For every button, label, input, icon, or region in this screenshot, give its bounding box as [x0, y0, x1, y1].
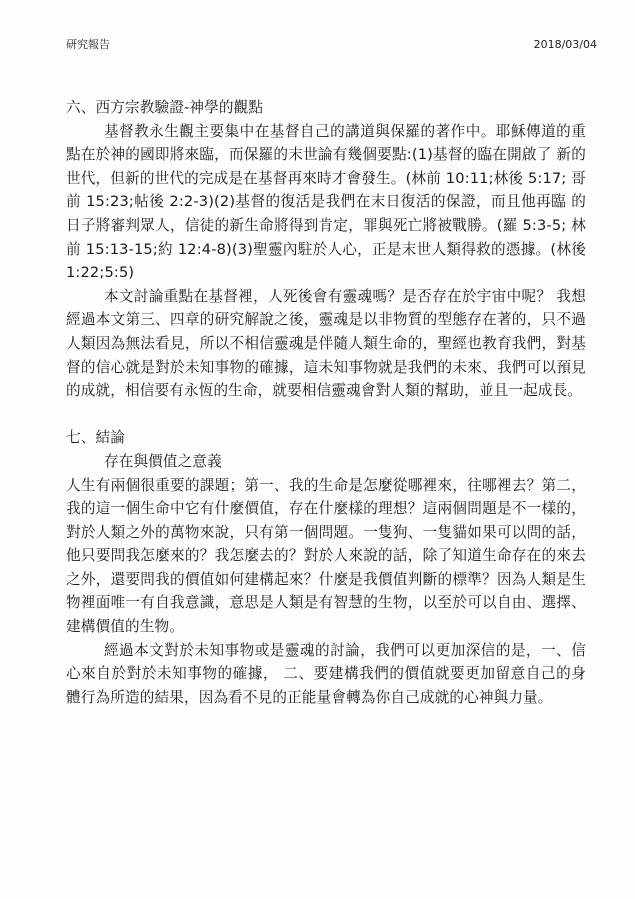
section-7-paragraph-2: 經過本文對於未知事物或是靈魂的討論，我們可以更加深信的是，一、信心來自於對於未知事物的確據， 二、要建構我們的價值就要更加留意自己的身體行為所造的結果，因為看不見的正能量會轉為你自己成就的心神與力量。: [66, 641, 586, 706]
document-body: [66, 96, 586, 709]
section-6-paragraph-2: 本文討論重點在基督裡，人死後會有靈魂嗎？是否存在於宇宙中呢？ 我想經過本文第三、四章的研究解說之後，靈魂是以非物質的型態存在著的，只不過人類因為無法看見，所以不相信靈魂是伴隨人類生命的，聖經也教育我們，對基督的信心就是對於未知事物的確據，這未知事物就是我們的未來、我們可以預見的成就，相信要有永恆的生命，就要相信靈魂會對人類的幫助，並且一起成長。: [66, 287, 586, 400]
header-date: 2018/03/04: [533, 38, 597, 51]
header-title: 研究報告: [66, 38, 110, 51]
section-7-paragraph-1: 人生有兩個很重要的課題；第一、我的生命是怎麼從哪裡來，往哪裡去？第二，我的這一個生命中它有什麼價值，存在什麼樣的理想？這兩個問題是不一樣的，對於人類之外的萬物來說，只有第一個問題。一隻狗、一隻貓如果可以問的話，他只要問我怎麼來的？我怎麼去的？對於人來說的話，除了知道生命存在的來去之外，還要問我的價值如何建構起來？什麼是我價值判斷的標準？因為人類是生物裡面唯一有自我意識，意思是人類是有智慧的生物，以至於可以自由、選擇、建構價值的生物。: [66, 476, 586, 636]
section-7-subheading: 存在與價值之意義: [103, 452, 222, 470]
section-spacer: [66, 403, 586, 427]
section-6-paragraph-1: 基督教永生觀主要集中在基督自己的講道與保羅的著作中。耶穌傳道的重點在於神的國即將來臨，而保羅的末世論有幾個要點:(1)基督的臨在開啟了 新的世代，但新的世代的完成是在基督再來時才會發生。(林前 10:11;林後 5:17; 哥前 15:23;帖後 2:2-3)(2)基督的復活是我們在末日復活的保證，而且他再臨 的日子將審判眾人，信徒的新生命將得到肯定，罪與死亡將被戰勝。(羅 5:3-5; 林前 15:13-15;約 12:4-8)(3)聖靈內駐於人心，正是末世人類得救的憑據。(林後 1:22;5:5): [66, 122, 586, 282]
section-6-heading: 六、西方宗教驗證-神學的觀點: [66, 99, 264, 116]
section-7-heading: 七、結論: [66, 429, 125, 447]
page-header: [66, 36, 597, 54]
